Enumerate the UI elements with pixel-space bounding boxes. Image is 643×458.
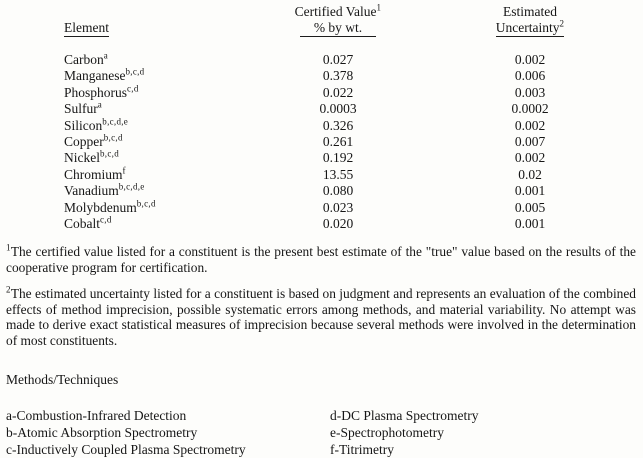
header-element — [64, 20, 242, 37]
method-item-f: f-Titrimetry — [330, 441, 394, 457]
element-method-notes: c,d — [127, 83, 139, 94]
footnote-certified-value — [6, 244, 636, 275]
footnote-marker-1: 1 — [6, 243, 11, 253]
table-row — [64, 216, 636, 232]
header-uncertainty-line1: Estimated — [503, 4, 557, 19]
element-name: Manganese$^{b,c,d}$ — [64, 66, 145, 84]
element-name: Molybdenum$^{b,c,d}$ — [64, 198, 156, 215]
methods-legend — [6, 407, 636, 458]
estimated-uncertainty: 0.001 — [514, 183, 546, 199]
element-method-notes: b,c,d — [103, 132, 123, 143]
estimated-uncertainty: 0.006 — [514, 68, 546, 84]
estimated-uncertainty: 0.005 — [514, 199, 546, 215]
footnote-estimated-uncertainty — [6, 286, 636, 349]
table-row — [64, 200, 636, 216]
method-item-d: d-DC Plasma Spectrometry — [330, 407, 479, 423]
header-certified-line2: % by wt. — [300, 20, 376, 37]
table-row — [64, 134, 636, 150]
certified-value: 13.55 — [322, 166, 354, 182]
element-name: Silicon$^{b,c,d,e}$ — [64, 116, 129, 133]
method-item-e: e-Spectrophotometry — [330, 424, 444, 440]
footnote-ref-2: 2 — [559, 18, 565, 29]
table-row — [64, 68, 636, 84]
element-method-notes: f — [122, 165, 126, 176]
certified-value: 0.0003 — [319, 101, 357, 117]
certified-value: 0.080 — [322, 183, 354, 199]
table-row — [64, 150, 636, 166]
footnote-marker-2: 2 — [6, 284, 11, 295]
header-element-label: Element — [64, 20, 109, 35]
element-name: Cobalt$^{c,d}$ — [64, 214, 112, 232]
certified-value: 0.261 — [322, 134, 354, 150]
element-method-notes: a — [103, 50, 109, 61]
certified-value: 0.023 — [322, 199, 354, 215]
element-name: Chromium$^f$ — [64, 165, 126, 182]
estimated-uncertainty: 0.02 — [518, 166, 542, 182]
certified-value: 0.022 — [322, 84, 354, 100]
element-method-notes: b,c,d,e — [102, 116, 129, 127]
certified-value: 0.192 — [322, 150, 354, 166]
header-certified-line1: Certified Value$^1$ — [294, 2, 382, 19]
method-item-b: b-Atomic Absorption Spectrometry — [6, 424, 198, 440]
table-row — [64, 118, 636, 134]
methods-column-left — [6, 407, 330, 458]
method-item-c: c-Inductively Coupled Plasma Spectrometry — [6, 441, 246, 457]
methods-section-title: Methods/Techniques — [6, 371, 119, 387]
footnote-text-2: The estimated uncertainty listed for a constituent is based on judgment and represents an evaluation of the combined effects of method imprecision, possible systematic errors among methods, and material variability. No attempt was made to derive exact statistical measures of imprecision because several methods were involved in the determination of most constituents. — [6, 285, 636, 348]
element-method-notes: c,d — [100, 214, 112, 225]
element-method-notes: b,c,d — [100, 148, 119, 159]
estimated-uncertainty: 0.007 — [514, 134, 546, 150]
element-name: Carbon$^a$ — [64, 50, 109, 67]
methods-column-right — [330, 407, 636, 458]
table-header — [64, 4, 636, 37]
element-method-notes: b,c,d,e — [118, 181, 145, 192]
element-name: Sulfur$^a$ — [64, 99, 103, 117]
header-uncertainty — [434, 4, 626, 37]
method-item-a: a-Combustion-Infrared Detection — [6, 407, 187, 423]
certified-value: 0.378 — [322, 68, 354, 84]
table-body — [64, 52, 636, 232]
table-row — [64, 85, 636, 101]
table-row — [64, 52, 636, 68]
element-name: Copper$^{b,c,d}$ — [64, 132, 123, 150]
footnote-text-1: The certified value listed for a constituent is the present best estimate of the "true" value based on the results of the cooperative program for certification. — [6, 244, 636, 276]
certified-value: 0.027 — [322, 52, 354, 67]
certified-value: 0.326 — [322, 117, 354, 133]
element-name: Phosphorus$^{c,d}$ — [64, 83, 139, 100]
element-method-notes: b,c,d — [125, 66, 145, 77]
table-row — [64, 167, 636, 183]
element-method-notes: b,c,d — [136, 198, 156, 209]
estimated-uncertainty: 0.001 — [514, 216, 546, 232]
estimated-uncertainty: 0.002 — [514, 150, 546, 166]
certified-values-table — [64, 4, 636, 232]
header-certified-value — [242, 4, 434, 37]
element-name: Vanadium$^{b,c,d,e}$ — [64, 181, 145, 199]
estimated-uncertainty: 0.0002 — [511, 101, 549, 117]
estimated-uncertainty: 0.002 — [514, 117, 546, 133]
header-uncertainty-line2: Uncertainty$^2$ — [495, 18, 565, 35]
table-row — [64, 101, 636, 117]
certified-value: 0.020 — [322, 216, 354, 232]
estimated-uncertainty: 0.002 — [514, 52, 546, 67]
estimated-uncertainty: 0.003 — [514, 84, 546, 100]
element-method-notes: a — [97, 99, 103, 110]
footnote-ref-1: 1 — [376, 2, 382, 13]
element-name: Nickel$^{b,c,d}$ — [64, 148, 119, 166]
